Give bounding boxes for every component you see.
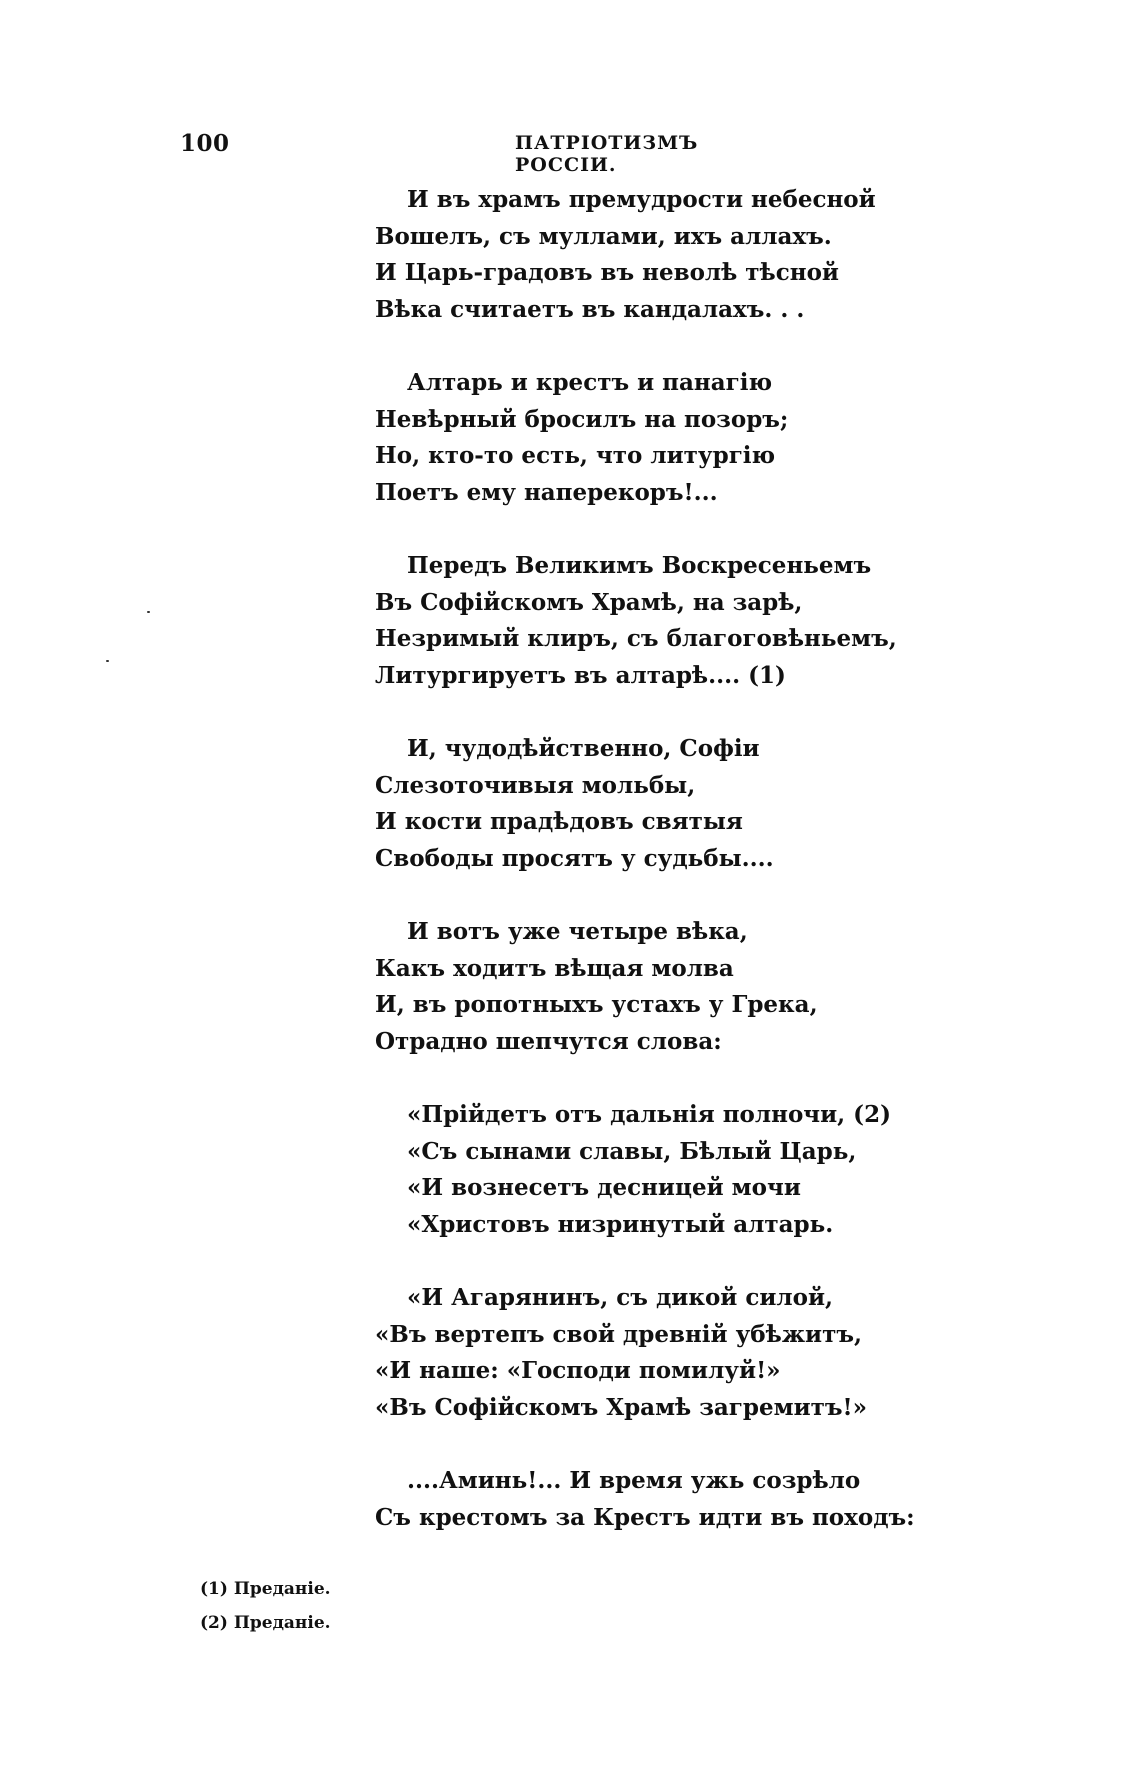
poem-line: И кости прадѣдовъ святыя	[375, 808, 743, 835]
poem-line: Незримый клиръ, съ благоговѣньемъ,	[375, 625, 897, 652]
poem-line: Какъ ходитъ вѣщая молва	[375, 954, 734, 982]
poem-line: Невѣрный бросилъ на позоръ;	[375, 405, 789, 433]
poem-line: И, въ ропотныхъ устахъ у Грека,	[375, 991, 818, 1018]
poem-line: Съ крестомъ за Крестъ идти въ походъ:	[375, 1503, 915, 1531]
poem-line: Передъ Великимъ Воскресеньемъ	[407, 552, 872, 579]
poem-line: «Христовъ низринутый алтарь.	[407, 1210, 834, 1238]
poem-line: И вотъ уже четыре вѣка,	[407, 918, 748, 945]
poem-line: Алтарь и крестъ и панагію	[407, 369, 773, 396]
poem-line: «Съ сынами славы, Бѣлый Царь,	[407, 1137, 857, 1165]
footnote: (2) Преданіе.	[200, 1613, 331, 1633]
poem-line: Но, кто-то есть, что литургію	[375, 442, 776, 469]
stanza	[375, 1463, 915, 1536]
stanza	[375, 365, 845, 511]
stanza	[375, 1280, 868, 1426]
stanza	[375, 182, 876, 328]
poem-line: Поетъ ему наперекоръ!...	[375, 478, 718, 506]
poem-line: Свободы просятъ у судьбы....	[375, 844, 774, 872]
stanza	[375, 1097, 891, 1243]
page-number: 100	[180, 130, 230, 157]
print-speck	[147, 611, 150, 613]
poem-line: Слезоточивыя мольбы,	[375, 771, 696, 799]
stanza	[375, 731, 845, 877]
poem-line: Отрадно шепчутся слова:	[375, 1027, 722, 1055]
poem-line: ....Аминь!... И время ужь созрѣло	[407, 1467, 861, 1494]
running-head	[180, 130, 740, 176]
poem-line: «И вознесетъ десницей мочи	[407, 1174, 801, 1201]
running-title: ПАТРІОТИЗМЪ РОССІИ.	[515, 132, 699, 176]
stanza	[375, 548, 897, 694]
poem-line: Вошелъ, съ муллами, ихъ аллахъ.	[375, 222, 832, 250]
poem-line: И Царь-градовъ въ неволѣ тѣсной	[375, 259, 839, 286]
poem-line: «Въ Софійскомъ Храмѣ загремитъ!»	[375, 1393, 868, 1421]
print-speck	[106, 660, 109, 662]
poem	[375, 182, 915, 1573]
footnote: (1) Преданіе.	[200, 1579, 331, 1599]
poem-line: И, чудодѣйственно, Софіи	[407, 735, 760, 762]
poem-line: Въ Софійскомъ Храмѣ, на зарѣ,	[375, 588, 803, 616]
poem-line: «Въ вертепъ свой древній убѣжитъ,	[375, 1320, 863, 1348]
footnotes	[200, 1572, 600, 1640]
stanza	[375, 914, 845, 1060]
poem-line: «И наше: «Господи помилуй!»	[375, 1357, 781, 1384]
poem-line: «Прійдетъ отъ дальнія полночи, (2)	[407, 1101, 891, 1128]
poem-line: «И Агарянинъ, съ дикой силой,	[407, 1284, 834, 1311]
poem-line: Вѣка считаетъ въ кандалахъ. . .	[375, 295, 805, 323]
poem-line: Литургируетъ въ алтарѣ.... (1)	[375, 661, 786, 689]
poem-line: И въ храмъ премудрости небесной	[407, 186, 876, 213]
